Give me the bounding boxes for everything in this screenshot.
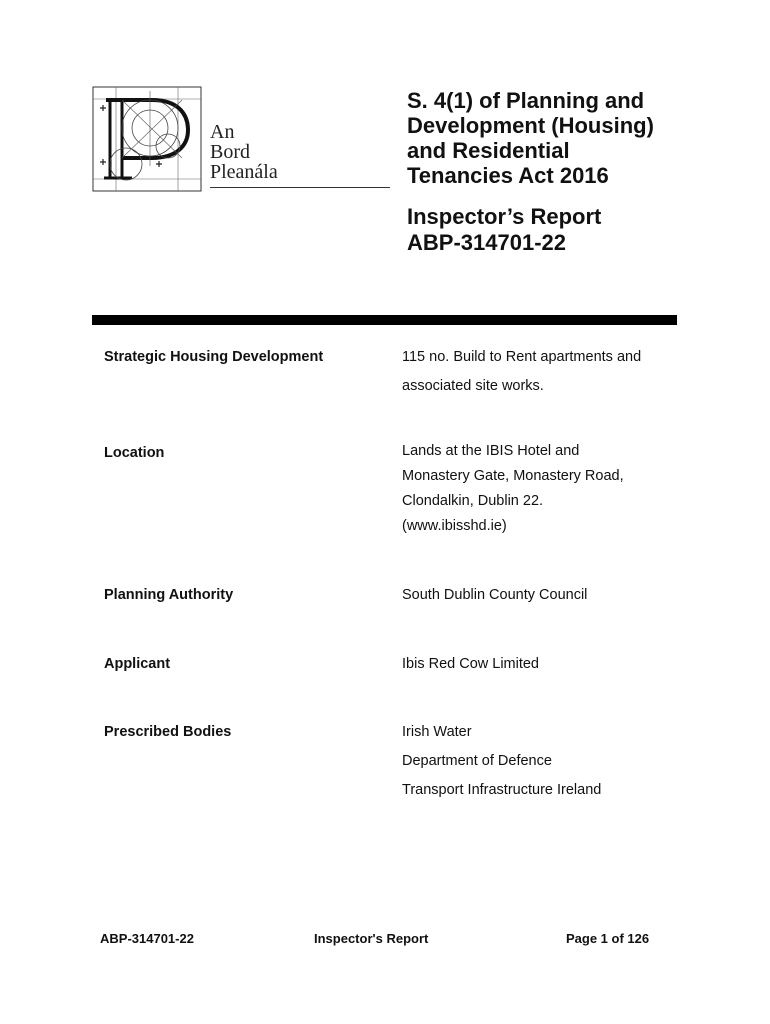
title-line: and Residential bbox=[407, 138, 570, 163]
report-reference: ABP-314701-22 bbox=[407, 230, 566, 255]
detail-label: Planning Authority bbox=[104, 587, 234, 603]
footer-document-name: Inspector's Report bbox=[314, 931, 429, 946]
detail-value-line: associated site works. bbox=[402, 378, 544, 394]
an-bord-pleanala-logo bbox=[92, 86, 302, 192]
header-divider bbox=[92, 315, 677, 325]
detail-value bbox=[402, 718, 601, 805]
detail-label: Prescribed Bodies bbox=[104, 724, 232, 740]
logo-line-an: An bbox=[210, 121, 235, 143]
detail-value-line: Ibis Red Cow Limited bbox=[402, 656, 539, 672]
detail-value bbox=[402, 650, 539, 679]
report-type: Inspector’s Report bbox=[407, 204, 602, 229]
footer-page-number: Page 1 of 126 bbox=[566, 931, 650, 946]
detail-value bbox=[402, 343, 641, 401]
document-title bbox=[407, 88, 687, 188]
detail-label: Strategic Housing Development bbox=[104, 349, 324, 365]
detail-value-line: Clondalkin, Dublin 22. bbox=[402, 493, 544, 509]
title-block bbox=[407, 88, 687, 256]
report-heading bbox=[407, 204, 687, 256]
title-line: Tenancies Act 2016 bbox=[407, 163, 609, 188]
detail-value-line: (www.ibisshd.ie) bbox=[402, 518, 507, 534]
title-line: S. 4(1) of Planning and bbox=[407, 88, 645, 113]
logo-wordmark bbox=[210, 122, 278, 182]
detail-value-line: Department of Defence bbox=[402, 753, 552, 769]
detail-value-line: Irish Water bbox=[402, 724, 472, 740]
detail-value bbox=[402, 439, 624, 539]
pleanala-p-emblem-icon bbox=[92, 86, 202, 192]
footer-reference: ABP-314701-22 bbox=[100, 931, 194, 946]
detail-label: Applicant bbox=[104, 656, 171, 672]
logo-underline bbox=[210, 187, 390, 188]
detail-value bbox=[402, 581, 587, 610]
title-line: Development (Housing) bbox=[407, 113, 654, 138]
logo-line-bord: Bord bbox=[210, 141, 250, 163]
logo-line-pleanala: Pleanála bbox=[210, 161, 278, 183]
detail-label: Location bbox=[104, 445, 165, 461]
detail-value-line: South Dublin County Council bbox=[402, 587, 588, 603]
detail-value-line: Transport Infrastructure Ireland bbox=[402, 782, 602, 798]
detail-value-line: Monastery Gate, Monastery Road, bbox=[402, 468, 624, 484]
detail-value-line: Lands at the IBIS Hotel and bbox=[402, 443, 580, 459]
detail-value-line: 115 no. Build to Rent apartments and bbox=[402, 349, 642, 365]
